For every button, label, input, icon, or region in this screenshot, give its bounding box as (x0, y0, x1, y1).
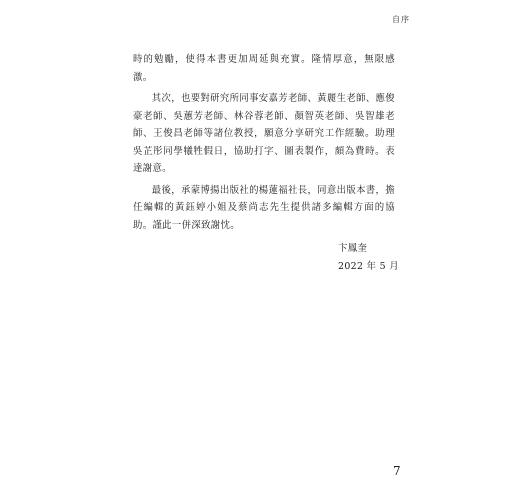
paragraph-colleagues-thanks: 其次，也要對研究所同事安嘉芳老師、黃麗生老師、應俊豪老師、吳蕙芳老師、林谷蓉老師、顏智英老師、吳智雄老師、王俊昌老師等諸位教授，願意分享研究工作經驗。助理吳芷彤同學犧牲假日，協助打字、圖表製作，頗為費時。表達謝意。 (133, 93, 395, 174)
signature-date: 2022 年 5 月 (338, 260, 400, 272)
paragraph-publisher-thanks: 最後，承蒙博揚出版社的楊蓮福社長，同意出版本書，擔任編輯的黃鈺婷小姐及蔡尚志先生提供諸多編輯方面的協助。謹此一併深致謝忱。 (133, 184, 395, 231)
page-number: 7 (393, 464, 401, 478)
author-name: 卞鳳奎 (338, 243, 368, 254)
running-header: 自序 (392, 15, 410, 24)
paragraph-continued: 時的勉勵，使得本書更加周延與充實。隆情厚意，無限感激。 (133, 54, 395, 83)
signature-block (133, 240, 400, 275)
preface-body (133, 51, 400, 275)
